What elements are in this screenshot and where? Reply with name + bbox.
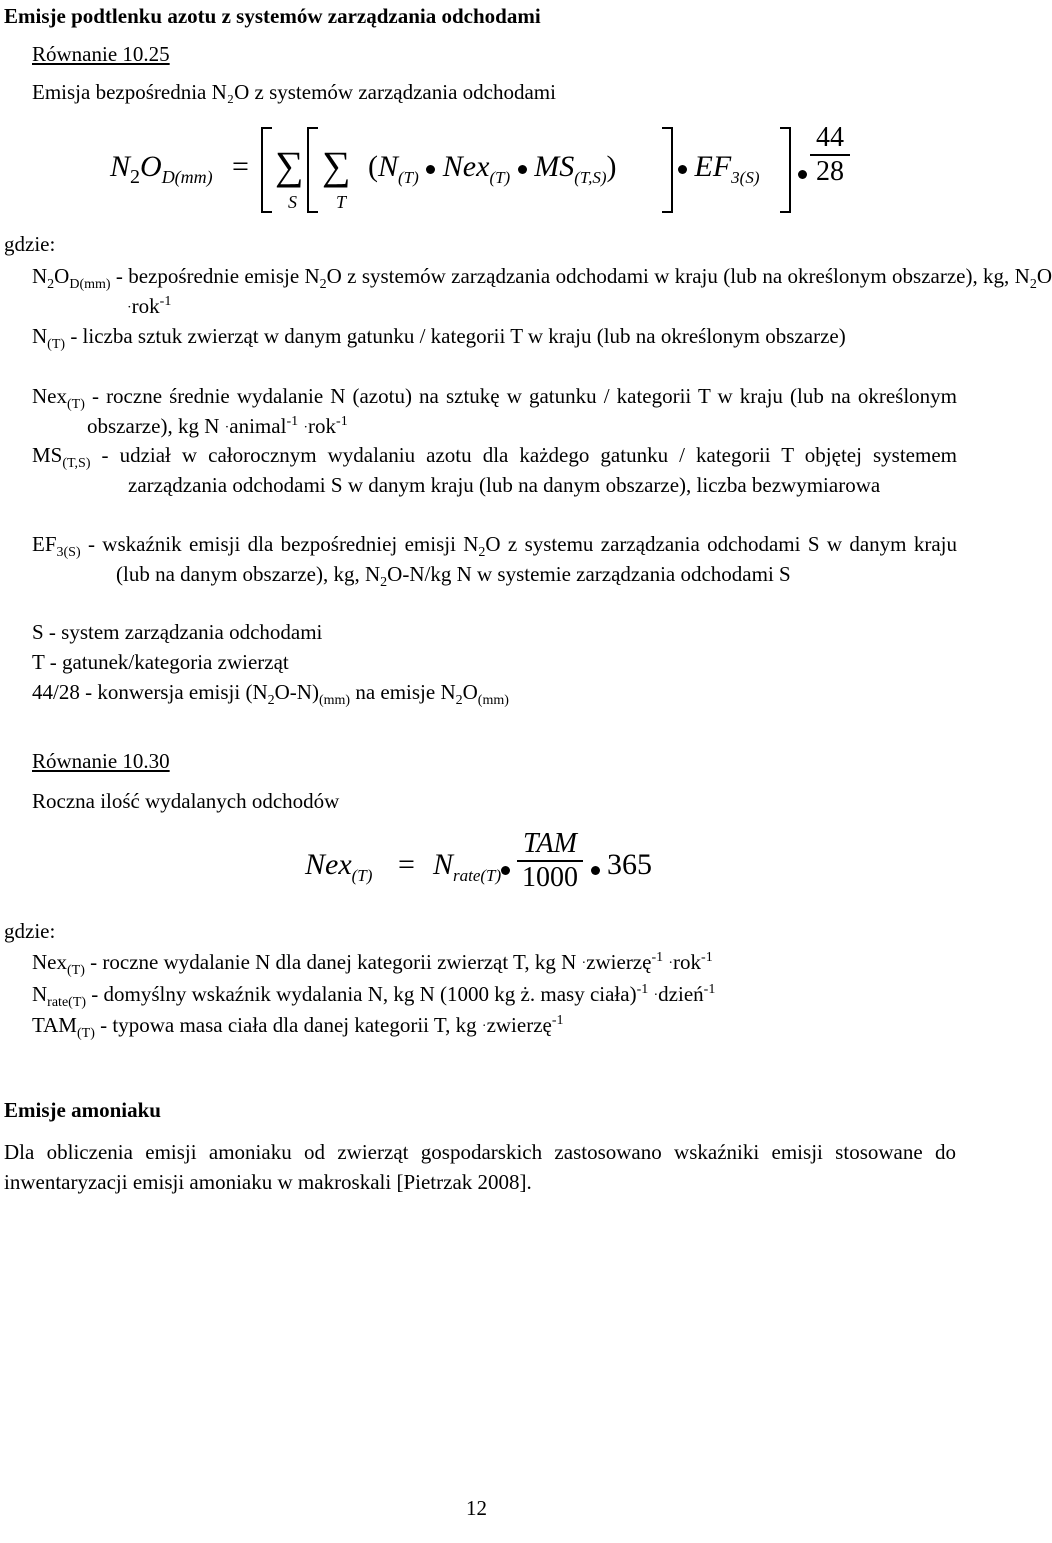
eq2-equals: = xyxy=(398,848,415,881)
eq2-dot-1 xyxy=(501,856,510,881)
eq1-sum-outer: ∑ xyxy=(275,143,304,188)
section-title-n2o: Emisje podtlenku azotu z systemów zarządzania odchodami xyxy=(4,4,541,28)
eq1-lhs: $N_2O_{D(mm)}$ xyxy=(110,150,213,188)
eq1-dot-4 xyxy=(798,160,807,185)
eq1-dot-2 xyxy=(518,165,527,174)
eq1-sum-inner-index: T xyxy=(336,192,347,212)
def-ef3-s: $EF_{3(S)}$ - wskaźnik emisji dla bezpośredniej emisji $N_2O$ z systemu zarządzania odchodami S w danym kraju (lub na danym obszarze), kg, $N_2O-N/kg$ N w systemie zarządzania odchodami S xyxy=(32,532,957,590)
equation-10-30 xyxy=(305,828,675,908)
eq1-fraction: 44 28 xyxy=(810,122,850,188)
section-title-ammonia: Emisje amoniaku xyxy=(4,1098,161,1122)
eq2-dot-2 xyxy=(591,856,600,881)
eq1-sum-inner: ∑ xyxy=(322,143,351,188)
def-n-t: $N_{(T)}$ - liczba sztuk zwierząt w danym gatunku / kategorii T w kraju (lub na określonym obszarze) xyxy=(32,324,846,353)
page-number: 12 xyxy=(466,1496,487,1520)
def2-nex: Nex$_{(T)}$ - roczne wydalanie N dla danej kategorii zwierząt T, kg N ·zwierzę$^{-1}$ ·rok$^{-1}$ xyxy=(32,950,713,979)
def2-tam: $TAM_{(T)}$ - typowa masa ciała dla danej kategorii T, kg ·zwierzę$^{-1}$ xyxy=(32,1013,564,1042)
eq2-nrate: $N_{rate(T)}$ xyxy=(433,848,502,885)
gdzie-label-1: gdzie: xyxy=(4,232,56,256)
eq1-dot-3 xyxy=(678,165,687,174)
def-t: T - gatunek/kategoria zwierząt xyxy=(32,650,289,674)
equation-10-25 xyxy=(110,120,850,220)
section-paragraph-ammonia: Dla obliczenia emisji amoniaku od zwierząt gospodarskich zastosowano wskaźniki emisji stosowane do inwentaryzacji emisji amoniaku w makroskali [Pietrzak 2008]. xyxy=(4,1140,956,1194)
def-s: S - system zarządzania odchodami xyxy=(32,620,323,644)
eq2-fraction: TAM 1000 xyxy=(517,828,583,894)
eq2-const: 365 xyxy=(607,848,652,881)
equation-label-10-30: Równanie 10.30 xyxy=(32,749,170,773)
eq1-terms: ($N_{(T)}$ Nex$_{(T)}$ $MS_{(T,S)}$) xyxy=(368,150,617,187)
equation-label-10-25: Równanie 10.25 xyxy=(32,42,170,66)
def-conversion: 44/28 - konwersja emisji $(N_2O-N)_{(mm)}$ na emisje $N_2O_{(mm)}$ xyxy=(32,680,509,709)
def-n2o-dmm: $N_2O_{D(mm)}$ - bezpośrednie emisje $N_2O$ z systemów zarządzania odchodami w kraju (lub na określonym obszarze), kg, $N_2O \cdot rok^{-1}$ xyxy=(32,264,1052,318)
equation-caption-10-30: Roczna ilość wydalanych odchodów xyxy=(32,789,340,813)
eq1-dot-1 xyxy=(426,165,435,174)
def-nex-t: Nex$_{(T)}$ - roczne średnie wydalanie N (azotu) na sztukę w gatunku / kategorii T w kraju (lub na określonym obszarze), kg N ·animal$^{-1}$ ·rok$^{-1}$ xyxy=(32,384,957,438)
eq1-equals: = xyxy=(232,150,249,183)
equation-caption-10-25: Emisja bezpośrednia N₂O z systemów zarządzania odchodami xyxy=(32,80,556,104)
eq1-sum-outer-index: S xyxy=(288,192,297,212)
eq2-lhs: Nex$_{(T)}$ xyxy=(305,848,373,885)
def-ms-ts: $MS_{(T,S)}$ - udział w całorocznym wydalaniu azotu dla każdego gatunku / kategorii T objętej systemem zarządzania odchodami S w danym kraju (lub na danym obszarze), liczba bezwymiarowa xyxy=(32,443,957,497)
eq1-ef: $EF_{3(S)}$ xyxy=(678,150,759,184)
gdzie-label-2: gdzie: xyxy=(4,919,56,943)
def2-nrate: $N_{rate(T)}$ - domyślny wskaźnik wydalania N, kg N (1000 kg ż. masy ciała)$^{-1}$ ·dzień$^{-1}$ xyxy=(32,982,716,1011)
